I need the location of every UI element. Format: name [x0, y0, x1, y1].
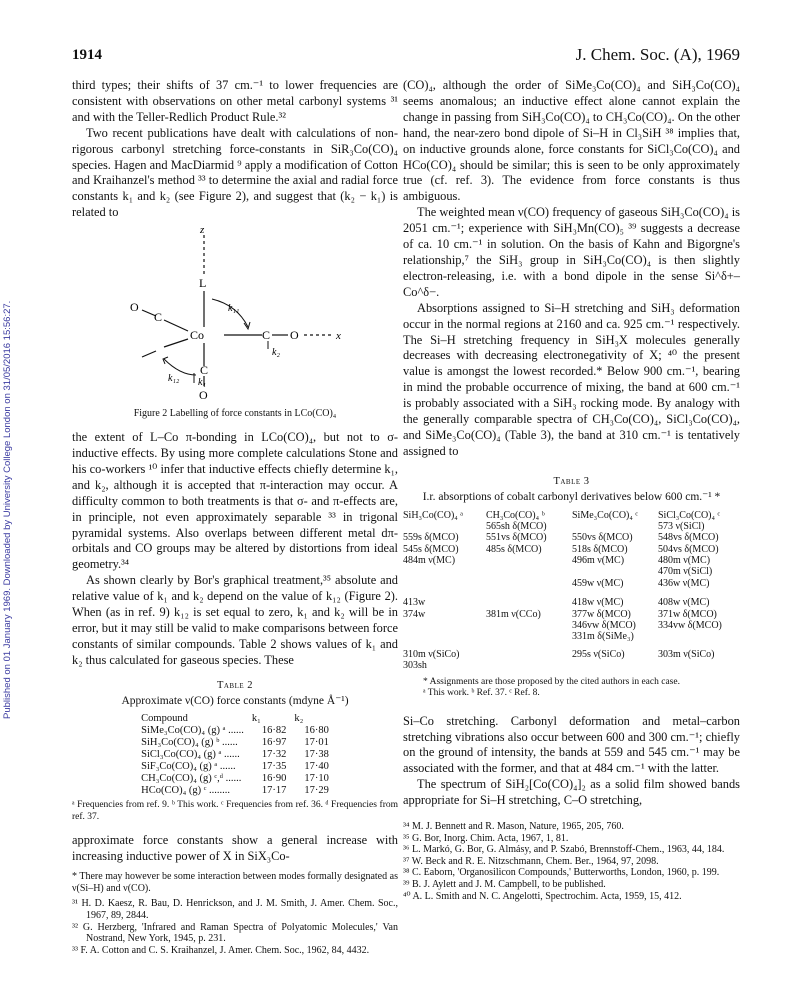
column-header: Compound	[141, 713, 188, 725]
table-cell: 381m ν(CCo)	[486, 608, 541, 620]
table-3-title: Table 3	[553, 475, 590, 487]
compound-cell: SiF₃Co(CO)₄ (g) ᵃ ......	[141, 761, 236, 773]
reference-item: ³¹ H. D. Kaesz, R. Bau, D. Henrickson, and J. M. Smith, J. Amer. Chem. Soc., 1967, 89, 2844.	[72, 898, 398, 922]
table-cell: 545s δ(MCO)	[403, 543, 459, 555]
table-cell: 413w	[403, 597, 426, 609]
table-cell: 371w δ(MCO)	[658, 608, 717, 620]
force-constant-diagram	[72, 223, 398, 403]
table-3-footnote: * Assignments are those proposed by the cited authors in each case.	[423, 676, 680, 687]
journal-header: J. Chem. Soc. (A), 1969	[575, 45, 740, 64]
table-3-subtitle: I.r. absorptions of cobalt carbonyl derivatives below 600 cm.⁻¹ *	[422, 490, 721, 503]
k2-cell: 17·29	[304, 785, 329, 797]
k1-cell: 16·82	[261, 725, 287, 737]
reference-item: ³² G. Herzberg, 'Infrared and Raman Spectra of Polyatomic Molecules,' Van Nostrand, New York, 1945, p. 231.	[72, 921, 398, 945]
table-cell: 303sh	[403, 660, 427, 672]
column-header: CH₃Co(CO)₄ ᵇ	[486, 509, 545, 521]
download-watermark: Published on 01 January 1969. Downloaded by University College London on 31/05/2016 15:56:27.	[2, 300, 13, 720]
table-2-subtitle: Approximate ν(CO) force constants (mdyne Å⁻¹)	[121, 694, 349, 707]
table-cell: 484m ν(MC)	[403, 555, 456, 567]
table-row	[137, 737, 333, 749]
table-2	[137, 713, 333, 797]
table-cell: 346vw δ(MCO)	[572, 620, 636, 632]
figure-caption: Figure 2 Labelling of force constants in LCo(CO)₄	[133, 408, 337, 420]
atom-label-co: Co	[190, 328, 205, 343]
k1-cell: 17·32	[261, 749, 287, 761]
k1-cell: 17·17	[261, 785, 287, 797]
reference-item: ³⁹ B. J. Aylett and J. M. Campbell, to be published.	[403, 879, 606, 891]
table-cell: 504vs δ(MCO)	[658, 543, 719, 555]
table-cell: 480m ν(MC)	[658, 555, 711, 567]
reference-item: ⁴⁰ A. L. Smith and N. C. Angelotti, Spectrochim. Acta, 1959, 15, 412.	[403, 890, 682, 902]
k12-label: k₁₂	[168, 373, 180, 385]
paragraph: third types; their shifts of 37 cm.⁻¹ to lower frequencies are consistent with observations on other metal carbonyl systems ³¹ and with the Teller-Redlich Product Rule.³²	[72, 78, 398, 124]
paragraph: As shown clearly by Bor's graphical treatment,³⁵ absolute and relative value of k₁ and k₂ depend on the value of k₁₂ (Figure 2). When (as in ref. 9) k₁₂ is set equal to zero, k₁ and k₂ will be in error, but it may still be valid to make comparisons between force constants of similar compounds. Table 2 shows values of k₁ and k₂ thus calculated for gaseous species. These	[72, 573, 398, 667]
compound-cell: HCo(CO)₄ (g) ᶜ ........	[141, 785, 231, 797]
paragraph: Two recent publications have dealt with calculations of non-rigorous carbonyl stretching force-constants in SiR₃Co(CO)₄ species. Hagen and MacDiarmid ⁹ apply a modification of Cotton and Kraihanzel's method ³³ to determine the axial and radial force constants k₁ and k₂ (see Figure 2), and suggest that (k₂ − k₁) is related to	[72, 125, 398, 220]
page-number: 1914	[72, 47, 102, 63]
paragraph: The spectrum of SiH₂[Co(CO)₄]₂ as a solid film showed bands appropriate for Si–H stretching, C–O stretching,	[403, 777, 740, 808]
table-row	[137, 773, 333, 785]
table-cell: 377w δ(MCO)	[572, 608, 631, 620]
compound-cell: SiH₃Co(CO)₄ (g) ᵇ ......	[141, 737, 238, 749]
table-3-footnote-sources: ᵃ This work. ᵇ Ref. 37. ᶜ Ref. 8.	[423, 688, 540, 699]
references-left	[72, 898, 398, 956]
k1-cell: 17·35	[261, 761, 287, 773]
paragraph: Absorptions assigned to Si–H stretching and SiH₃ deformation occur in the normal regions at 2160 and ca. 925 cm.⁻¹ respectively. The Si–H stretching frequency in SiH₃X molecules generally decreases with decreasing electronegativity of X; ⁴⁰ the present value is amongst the lowest recorded.* Below 900 cm.⁻¹, bearing in mind the probable occurrence of mixing, the band at 600 cm.⁻¹ is probably associated with a SiH₃ rocking mode. By analogy with the generally comparable spectra of CH₃Co(CO)₄, SiCl₃Co(CO)₄, and SiMe₃Co(CO)₄ (Table 3), the band at 310 cm.⁻¹ is tentatively assigned to	[403, 300, 740, 458]
table-header-row	[137, 713, 333, 725]
k1-label: k₁	[198, 377, 206, 389]
table-header-row	[403, 510, 740, 521]
atom-label-o-right: O	[290, 328, 299, 343]
figure-2	[72, 223, 398, 405]
compound-cell: SiMe₃Co(CO)₄ (g) ᵃ ......	[141, 725, 244, 737]
atom-label-c-right: C	[262, 328, 271, 343]
k2-cell: 17·40	[304, 761, 329, 773]
table-cell: 496m ν(MC)	[572, 555, 625, 567]
left-column	[72, 78, 398, 956]
atom-label-o: O	[130, 300, 139, 315]
reference-item: ³⁷ W. Beck and R. E. Nitzschmann, Chem. Ber., 1964, 97, 2098.	[403, 855, 659, 867]
table-cell: 550vs δ(MCO)	[572, 532, 633, 544]
table-3	[403, 510, 740, 700]
table-cell: 551vs δ(MCO)	[486, 532, 547, 544]
table-cell: 418w ν(MC)	[572, 597, 624, 609]
column-header: k₁	[251, 713, 261, 725]
column-header: k₂	[294, 713, 304, 725]
table-cell: 459w ν(MC)	[572, 577, 624, 589]
reference-item: ³⁶ L. Markó, G. Bor, G. Almásy, and P. Szabó, Brennstoff-Chem., 1963, 44, 184.	[403, 844, 725, 856]
table-cell: 518s δ(MCO)	[572, 543, 628, 555]
k1-cell: 16·97	[261, 737, 287, 749]
table-2-footnote: ᵃ Frequencies from ref. 9. ᵇ This work. ᶜ Frequencies from ref. 36. ᵈ Frequencies from ref. 37.	[72, 800, 398, 822]
atom-label-l: L	[199, 276, 207, 291]
k2-cell: 17·10	[304, 773, 329, 785]
axis-label-z: z	[200, 224, 205, 237]
paragraph: the extent of L–Co π-bonding in LCo(CO)₄, but not to σ-inductive effects. By using more complete calculations Stone and his co-workers ¹⁰ infer that inductive effects chiefly determine k₁, and k₂, although it is accepted that π-interaction may occur. A difficulty common to both treatments is that σ- and π-effects are, in principle, not even approximately separable ³³ in trigonal pyramidal systems. Also overlaps between different metal dπ-orbitals and CO groups may be altered by distortions from ideal geometry.³⁴	[72, 430, 398, 572]
table-3-body	[403, 521, 740, 674]
table-cell: 485s δ(MCO)	[486, 543, 542, 555]
table-2-title: Table 2	[216, 679, 254, 691]
reference-item: ³⁸ C. Eaborn, 'Organosilicon Compounds,' Butterworths, London, 1960, p. 199.	[403, 867, 720, 879]
reference-item: ³³ F. A. Cotton and C. S. Kraihanzel, J. Amer. Chem. Soc., 1962, 84, 4432.	[72, 944, 370, 956]
table-cell: 470m ν(SiCl)	[658, 566, 713, 578]
atom-label-c: C	[154, 310, 163, 325]
paragraph: approximate force constants show a general increase with increasing inductive power of X in SiX₃Co-	[72, 833, 398, 864]
table-cell: 559s δ(MCO)	[403, 532, 459, 544]
atom-label-c-bottom: C	[200, 363, 209, 378]
table-cell: 331m δ(SiMe₃)	[572, 631, 634, 643]
table-cell: 374w	[403, 608, 426, 620]
column-header: SiMe₃Co(CO)₄ ᶜ	[572, 509, 638, 521]
table-row	[137, 785, 333, 797]
compound-cell: CH₃Co(CO)₄ (g) ᶜ,ᵈ ......	[141, 773, 242, 785]
table-cell: 310m ν(SiCo)	[403, 648, 460, 660]
references-right	[403, 821, 740, 902]
table-cell: 334vw δ(MCO)	[658, 620, 722, 632]
paragraph: The weighted mean ν(CO) frequency of gaseous SiH₃Co(CO)₄ is 2051 cm.⁻¹; experience with SiH₃Mn(CO)₅ ³⁹ suggests a decrease of ca. 10 cm.⁻¹ in solution. On the basis of Kahn and Bigorgne's relationship,⁷ the SiH₃ group in SiH₃Co(CO)₄ is then slightly electron-releasing, i.e. with a bond dipole in the sense Si^δ+–Co^δ−.	[403, 205, 740, 299]
table-cell: 573 ν(SiCl)	[658, 520, 705, 532]
reference-item: ³⁴ M. J. Bennett and R. Mason, Nature, 1965, 205, 760.	[403, 821, 624, 833]
table-row	[137, 749, 333, 761]
table-cell: 565sh δ(MCO)	[486, 520, 547, 532]
table-cell: 436w ν(MC)	[658, 577, 710, 589]
k2-cell: 17·38	[304, 749, 329, 761]
axis-label-x: x	[336, 330, 341, 343]
column-header: SiCl₃Co(CO)₄ ᶜ	[658, 509, 721, 521]
k1-cell: 16·90	[261, 773, 287, 785]
k11-label: k₁₁	[228, 303, 240, 315]
compound-cell: SiCl₃Co(CO)₄ (g) ᵃ ......	[141, 749, 240, 761]
k2-label: k₂	[272, 347, 280, 359]
reference-item: ³⁵ G. Bor, Inorg. Chim. Acta, 1967, 1, 81.	[403, 832, 569, 844]
table-row	[137, 761, 333, 773]
right-column	[403, 78, 740, 902]
paragraph: Si–Co stretching. Carbonyl deformation and metal–carbon stretching vibrations also occur between 600 and 300 cm.⁻¹; chiefly on the ground of intensity, the bands at 559 and 545 cm.⁻¹ may be associated with the former, and that at 484 cm.⁻¹ with the latter.	[403, 713, 740, 776]
atom-label-o-bottom: O	[199, 388, 208, 403]
table-cell: 303m ν(SiCo)	[658, 648, 715, 660]
k2-cell: 16·80	[304, 725, 329, 737]
column-header: SiH₃Co(CO)₄ ᵃ	[403, 509, 463, 521]
paragraph: (CO)₄, although the order of SiMe₃Co(CO)₄ and SiH₃Co(CO)₄ seems anomalous; an inductive effect alone cannot explain the change in passing from SiH₃Co(CO)₄ to CH₃Co(CO)₄. On the other hand, the near-zero bond dipole of Si–H in Cl₃SiH ³⁸ implies that, on inductive grounds alone, force constants for SiCl₃Co(CO)₄ and HCo(CO)₄ should be similar; this is seen to be only approximately true (cf. ref. 3). The evidence from force constants is thus ambiguous.	[403, 78, 740, 204]
table-cell: 548vs δ(MCO)	[658, 532, 719, 544]
table-row	[137, 725, 333, 737]
footnote-star: * There may however be some interaction between modes formally designated as ν(Si–H) and ν(CO).	[72, 871, 398, 894]
table-cell: 295s ν(SiCo)	[572, 648, 625, 660]
table-cell: 408w ν(MC)	[658, 597, 710, 609]
k2-cell: 17·01	[304, 737, 329, 749]
